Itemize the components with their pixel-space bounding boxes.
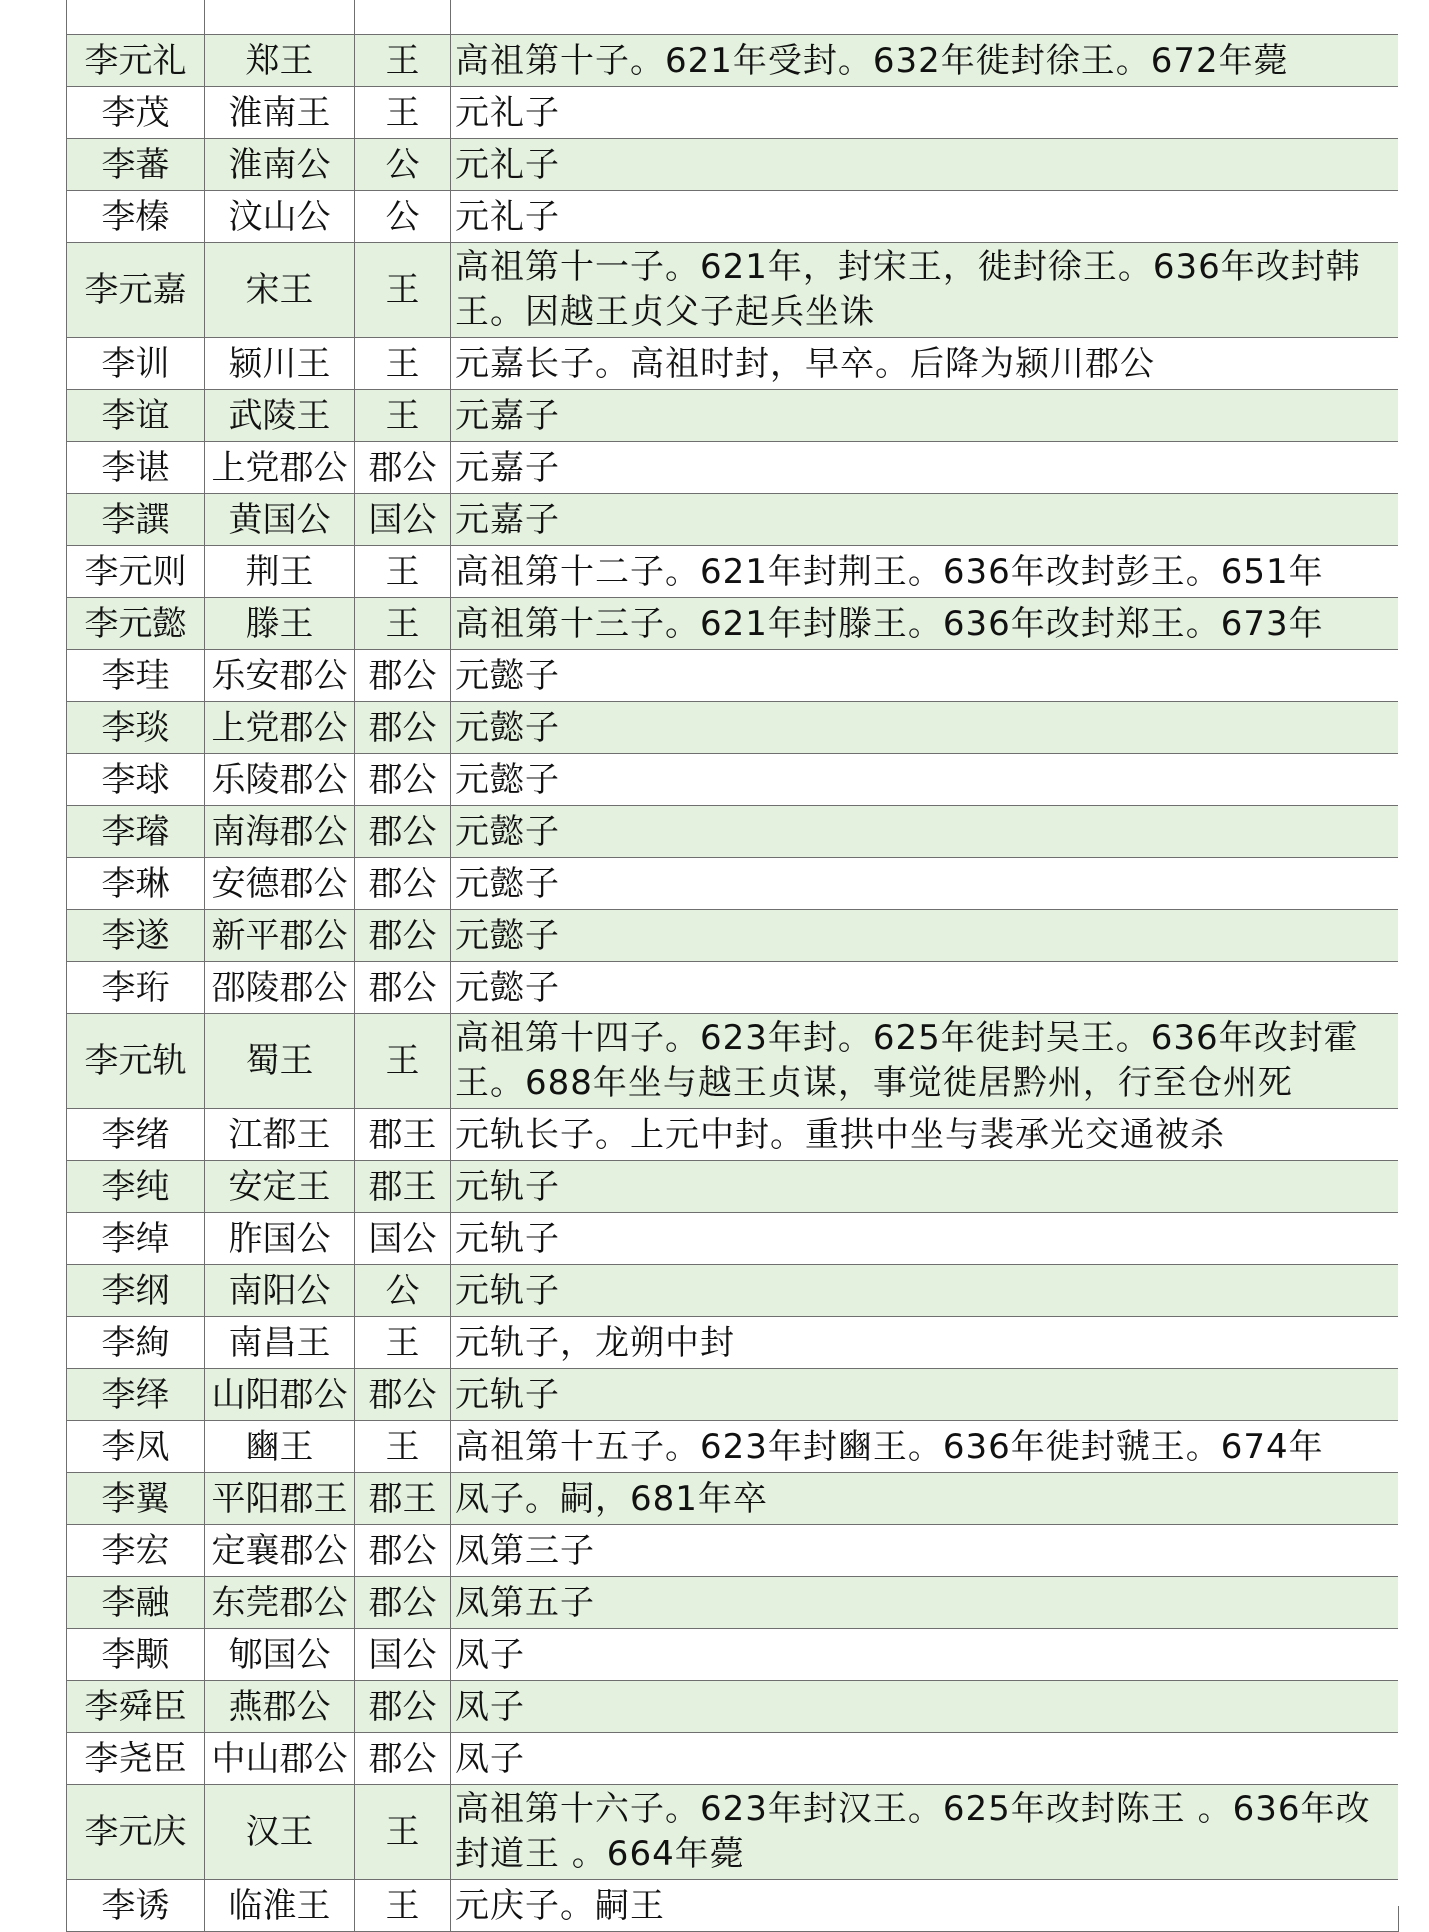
note-cell: 高祖第十五子。623年封豳王。636年徙封虢王。674年 — [451, 1421, 1399, 1473]
rank-cell: 国公 — [355, 1629, 451, 1681]
table-row — [67, 1577, 1399, 1629]
name-cell: 李绰 — [67, 1213, 205, 1265]
title-cell: 郇国公 — [205, 1629, 355, 1681]
name-cell: 李元轨 — [67, 1014, 205, 1109]
title-cell: 蜀王 — [205, 1014, 355, 1109]
note-cell: 高祖第十二子。621年封荆王。636年改封彭王。651年 — [451, 546, 1399, 598]
rank-cell: 王 — [355, 338, 451, 390]
note-cell: 元礼子 — [451, 87, 1399, 139]
title-cell: 滕王 — [205, 598, 355, 650]
table-row — [67, 390, 1399, 442]
title-cell: 南昌王 — [205, 1317, 355, 1369]
table-row — [67, 442, 1399, 494]
note-cell — [451, 0, 1399, 35]
rank-cell: 王 — [355, 1421, 451, 1473]
rank-cell: 公 — [355, 191, 451, 243]
name-cell: 李遂 — [67, 910, 205, 962]
title-cell: 乐陵郡公 — [205, 754, 355, 806]
note-cell: 元嘉子 — [451, 442, 1399, 494]
name-cell: 李元礼 — [67, 35, 205, 87]
note-cell: 元懿子 — [451, 962, 1399, 1014]
rank-cell: 郡王 — [355, 1109, 451, 1161]
rank-cell: 郡公 — [355, 1525, 451, 1577]
name-cell: 李纲 — [67, 1265, 205, 1317]
name-cell: 李宏 — [67, 1525, 205, 1577]
title-cell: 上党郡公 — [205, 442, 355, 494]
title-cell: 东莞郡公 — [205, 1577, 355, 1629]
table-row — [67, 546, 1399, 598]
title-cell: 荆王 — [205, 546, 355, 598]
table-row — [67, 962, 1399, 1014]
title-cell: 安德郡公 — [205, 858, 355, 910]
noble-table — [66, 0, 1399, 1932]
name-cell — [67, 0, 205, 35]
name-cell: 李谌 — [67, 442, 205, 494]
title-cell: 淮南公 — [205, 139, 355, 191]
title-cell: 邵陵郡公 — [205, 962, 355, 1014]
table-row — [67, 1473, 1399, 1525]
name-cell: 李翼 — [67, 1473, 205, 1525]
rank-cell: 公 — [355, 1265, 451, 1317]
table-row — [67, 494, 1399, 546]
rank-cell: 王 — [355, 243, 451, 338]
table-row — [67, 35, 1399, 87]
title-cell: 燕郡公 — [205, 1681, 355, 1733]
table-row — [67, 1369, 1399, 1421]
table-row — [67, 191, 1399, 243]
rank-cell: 郡公 — [355, 910, 451, 962]
title-cell: 新平郡公 — [205, 910, 355, 962]
note-cell: 凤第五子 — [451, 1577, 1399, 1629]
table-row — [67, 1681, 1399, 1733]
rank-cell: 郡公 — [355, 1369, 451, 1421]
name-cell: 李舜臣 — [67, 1681, 205, 1733]
note-cell: 元嘉子 — [451, 390, 1399, 442]
title-cell: 黄国公 — [205, 494, 355, 546]
name-cell: 李纯 — [67, 1161, 205, 1213]
rank-cell: 郡公 — [355, 858, 451, 910]
rank-cell — [355, 0, 451, 35]
title-cell: 郑王 — [205, 35, 355, 87]
table-row — [67, 1629, 1399, 1681]
table-row — [67, 139, 1399, 191]
rank-cell: 王 — [355, 390, 451, 442]
left-margin — [0, 0, 66, 1906]
table-row — [67, 1161, 1399, 1213]
note-cell: 凤子 — [451, 1681, 1399, 1733]
name-cell: 李球 — [67, 754, 205, 806]
title-cell: 乐安郡公 — [205, 650, 355, 702]
name-cell: 李谊 — [67, 390, 205, 442]
rank-cell: 国公 — [355, 494, 451, 546]
name-cell: 李颙 — [67, 1629, 205, 1681]
title-cell: 定襄郡公 — [205, 1525, 355, 1577]
table-row — [67, 1317, 1399, 1369]
table-row — [67, 910, 1399, 962]
name-cell: 李璿 — [67, 806, 205, 858]
name-cell: 李尧臣 — [67, 1733, 205, 1785]
note-cell: 元轨子 — [451, 1265, 1399, 1317]
name-cell: 李蕃 — [67, 139, 205, 191]
note-cell: 元庆子。嗣王 — [451, 1880, 1399, 1932]
note-cell: 元懿子 — [451, 702, 1399, 754]
title-cell — [205, 0, 355, 35]
name-cell: 李绪 — [67, 1109, 205, 1161]
note-cell: 元轨子 — [451, 1213, 1399, 1265]
note-cell: 元嘉长子。高祖时封，早卒。后降为颍川郡公 — [451, 338, 1399, 390]
table-row — [67, 1213, 1399, 1265]
title-cell: 南阳公 — [205, 1265, 355, 1317]
table-row — [67, 1421, 1399, 1473]
rank-cell: 王 — [355, 1785, 451, 1880]
note-cell: 元懿子 — [451, 754, 1399, 806]
table-row — [67, 1109, 1399, 1161]
note-cell: 元懿子 — [451, 806, 1399, 858]
table-row — [67, 1785, 1399, 1880]
title-cell: 豳王 — [205, 1421, 355, 1473]
rank-cell: 郡公 — [355, 754, 451, 806]
note-cell: 高祖第十三子。621年封滕王。636年改封郑王。673年 — [451, 598, 1399, 650]
title-cell: 颍川王 — [205, 338, 355, 390]
name-cell: 李絢 — [67, 1317, 205, 1369]
note-cell: 元轨子，龙朔中封 — [451, 1317, 1399, 1369]
table-row — [67, 806, 1399, 858]
note-cell: 元懿子 — [451, 910, 1399, 962]
note-cell: 元懿子 — [451, 858, 1399, 910]
name-cell: 李譔 — [67, 494, 205, 546]
table-row — [67, 858, 1399, 910]
note-cell: 元轨长子。上元中封。重拱中坐与裴承光交通被杀 — [451, 1109, 1399, 1161]
note-cell: 凤子 — [451, 1733, 1399, 1785]
rank-cell: 郡公 — [355, 650, 451, 702]
note-cell: 元嘉子 — [451, 494, 1399, 546]
note-cell: 高祖第十一子。621年，封宋王，徙封徐王。636年改封韩王。因越王贞父子起兵坐诛 — [451, 243, 1399, 338]
title-cell: 安定王 — [205, 1161, 355, 1213]
name-cell: 李训 — [67, 338, 205, 390]
note-cell: 元懿子 — [451, 650, 1399, 702]
note-cell: 高祖第十六子。623年封汉王。625年改封陈王 。636年改封道王 。664年薨 — [451, 1785, 1399, 1880]
rank-cell: 郡公 — [355, 1681, 451, 1733]
table-row — [67, 1014, 1399, 1109]
name-cell: 李元嘉 — [67, 243, 205, 338]
rank-cell: 公 — [355, 139, 451, 191]
title-cell: 汶山公 — [205, 191, 355, 243]
rank-cell: 王 — [355, 1880, 451, 1932]
note-cell: 凤子 — [451, 1629, 1399, 1681]
rank-cell: 郡公 — [355, 442, 451, 494]
rank-cell: 王 — [355, 87, 451, 139]
rank-cell: 王 — [355, 598, 451, 650]
name-cell: 李琳 — [67, 858, 205, 910]
name-cell: 李诱 — [67, 1880, 205, 1932]
name-cell: 李元则 — [67, 546, 205, 598]
title-cell: 南海郡公 — [205, 806, 355, 858]
table-row — [67, 1265, 1399, 1317]
rank-cell: 郡公 — [355, 1733, 451, 1785]
title-cell: 汉王 — [205, 1785, 355, 1880]
name-cell: 李元懿 — [67, 598, 205, 650]
note-cell: 高祖第十子。621年受封。632年徙封徐王。672年薨 — [451, 35, 1399, 87]
title-cell: 武陵王 — [205, 390, 355, 442]
title-cell: 胙国公 — [205, 1213, 355, 1265]
right-margin — [1398, 0, 1429, 1906]
spreadsheet — [66, 0, 1398, 1932]
title-cell: 中山郡公 — [205, 1733, 355, 1785]
name-cell: 李融 — [67, 1577, 205, 1629]
name-cell: 李珩 — [67, 962, 205, 1014]
title-cell: 淮南王 — [205, 87, 355, 139]
note-cell: 高祖第十四子。623年封。625年徙封吴王。636年改封霍王。688年坐与越王贞谋，事觉徙居黔州，行至仓州死 — [451, 1014, 1399, 1109]
rank-cell: 国公 — [355, 1213, 451, 1265]
title-cell: 临淮王 — [205, 1880, 355, 1932]
name-cell: 李茂 — [67, 87, 205, 139]
rank-cell: 郡公 — [355, 1577, 451, 1629]
table-row — [67, 754, 1399, 806]
title-cell: 山阳郡公 — [205, 1369, 355, 1421]
table-row — [67, 1733, 1399, 1785]
table-row — [67, 598, 1399, 650]
table-row — [67, 702, 1399, 754]
table-row — [67, 87, 1399, 139]
note-cell: 元轨子 — [451, 1369, 1399, 1421]
rank-cell: 王 — [355, 546, 451, 598]
note-cell: 凤子。嗣，681年卒 — [451, 1473, 1399, 1525]
rank-cell: 郡王 — [355, 1161, 451, 1213]
note-cell: 元轨子 — [451, 1161, 1399, 1213]
table-row — [67, 243, 1399, 338]
rank-cell: 郡公 — [355, 962, 451, 1014]
title-cell: 平阳郡王 — [205, 1473, 355, 1525]
table-body — [67, 0, 1399, 1932]
title-cell: 宋王 — [205, 243, 355, 338]
table-row — [67, 650, 1399, 702]
table-row — [67, 0, 1399, 35]
name-cell: 李绎 — [67, 1369, 205, 1421]
note-cell: 元礼子 — [451, 191, 1399, 243]
table-row — [67, 1525, 1399, 1577]
table-row — [67, 338, 1399, 390]
rank-cell: 王 — [355, 1014, 451, 1109]
note-cell: 元礼子 — [451, 139, 1399, 191]
rank-cell: 王 — [355, 1317, 451, 1369]
name-cell: 李凤 — [67, 1421, 205, 1473]
note-cell: 凤第三子 — [451, 1525, 1399, 1577]
rank-cell: 郡王 — [355, 1473, 451, 1525]
name-cell: 李琰 — [67, 702, 205, 754]
rank-cell: 郡公 — [355, 806, 451, 858]
rank-cell: 王 — [355, 35, 451, 87]
rank-cell: 郡公 — [355, 702, 451, 754]
name-cell: 李珪 — [67, 650, 205, 702]
title-cell: 江都王 — [205, 1109, 355, 1161]
title-cell: 上党郡公 — [205, 702, 355, 754]
name-cell: 李元庆 — [67, 1785, 205, 1880]
name-cell: 李榛 — [67, 191, 205, 243]
